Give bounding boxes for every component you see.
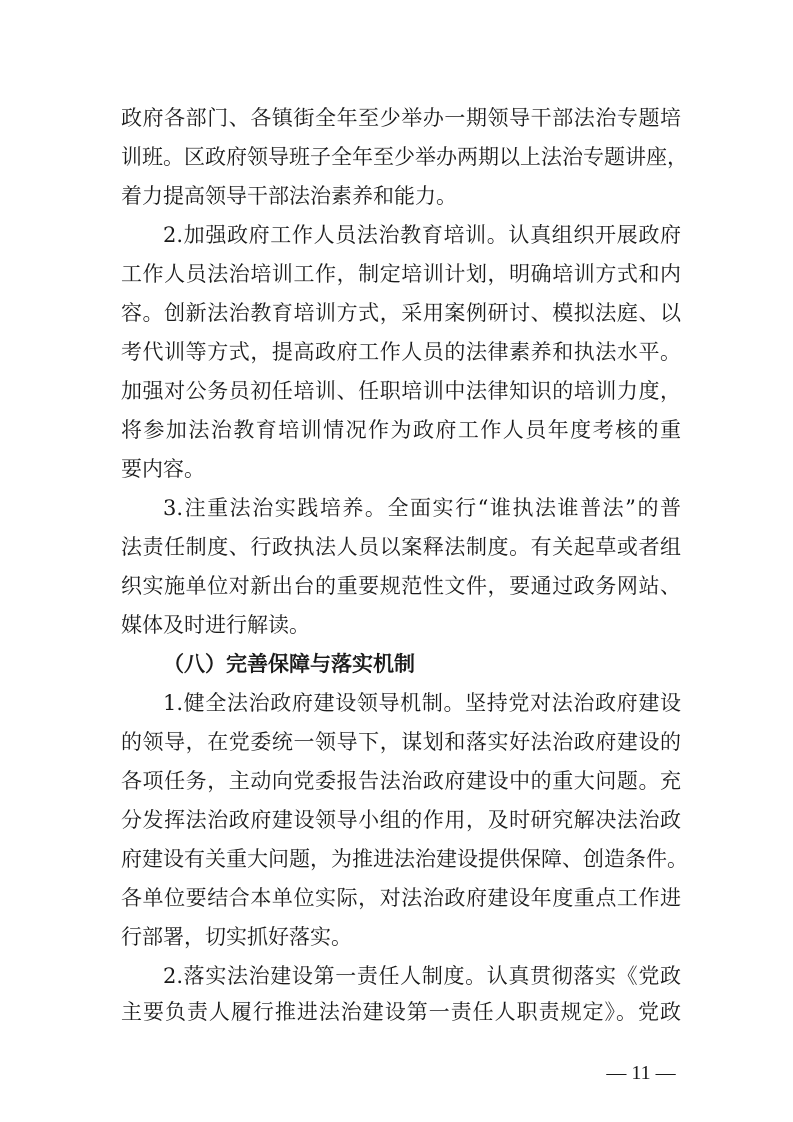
body-text-line: 训班。区政府领导班子全年至少举办两期以上法治专题讲座， <box>121 145 688 169</box>
paragraph-first-line: 1.健全法治政府建设领导机制。坚持党对法治政府建设 <box>163 691 681 715</box>
body-text-line: 将参加法治教育培训情况作为政府工作人员年度考核的重 <box>121 418 681 442</box>
paragraph-first-line: 2.加强政府工作人员法治教育培训。认真组织开展政府 <box>163 223 681 247</box>
section-heading: （八）完善保障与落实机制 <box>163 652 415 676</box>
body-text-line: 各单位要结合本单位实际，对法治政府建设年度重点工作进 <box>121 886 681 910</box>
paragraph-first-line: 3.注重法治实践培养。全面实行“谁执法谁普法”的普 <box>163 496 681 520</box>
body-text-line: 府建设有关重大问题，为推进法治建设提供保障、创造条件。 <box>121 847 688 871</box>
body-text-line: 的领导，在党委统一领导下，谋划和落实好法治政府建设的 <box>121 730 681 754</box>
body-text-line: 着力提高领导干部法治素养和能力。 <box>121 184 457 208</box>
body-text-line: 法责任制度、行政执法人员以案释法制度。有关起草或者组 <box>121 535 681 559</box>
body-text-line: 容。创新法治教育培训方式，采用案例研讨、模拟法庭、以 <box>121 301 681 325</box>
body-text-line: 行部署，切实抓好落实。 <box>121 925 352 949</box>
paragraph-first-line: 2.落实法治建设第一责任人制度。认真贯彻落实《党政 <box>163 964 681 988</box>
body-text-line: 考代训等方式，提高政府工作人员的法律素养和执法水平。 <box>121 340 681 364</box>
body-text-line: 分发挥法治政府建设领导小组的作用，及时研究解决法治政 <box>121 808 681 832</box>
body-text-line: 要内容。 <box>121 457 205 481</box>
page-number: — 11 — <box>606 1062 676 1084</box>
body-text-line: 各项任务，主动向党委报告法治政府建设中的重大问题。充 <box>121 769 681 793</box>
body-text-line: 织实施单位对新出台的重要规范性文件，要通过政务网站、 <box>121 574 681 598</box>
body-text-line: 加强对公务员初任培训、任职培训中法律知识的培训力度， <box>121 379 681 403</box>
body-text-line: 媒体及时进行解读。 <box>121 613 310 637</box>
body-text-line: 政府各部门、各镇街全年至少举办一期领导干部法治专题培 <box>121 106 681 130</box>
body-text-line: 工作人员法治培训工作，制定培训计划，明确培训方式和内 <box>121 262 681 286</box>
body-text-line: 主要负责人履行推进法治建设第一责任人职责规定》。党政 <box>121 1000 681 1024</box>
